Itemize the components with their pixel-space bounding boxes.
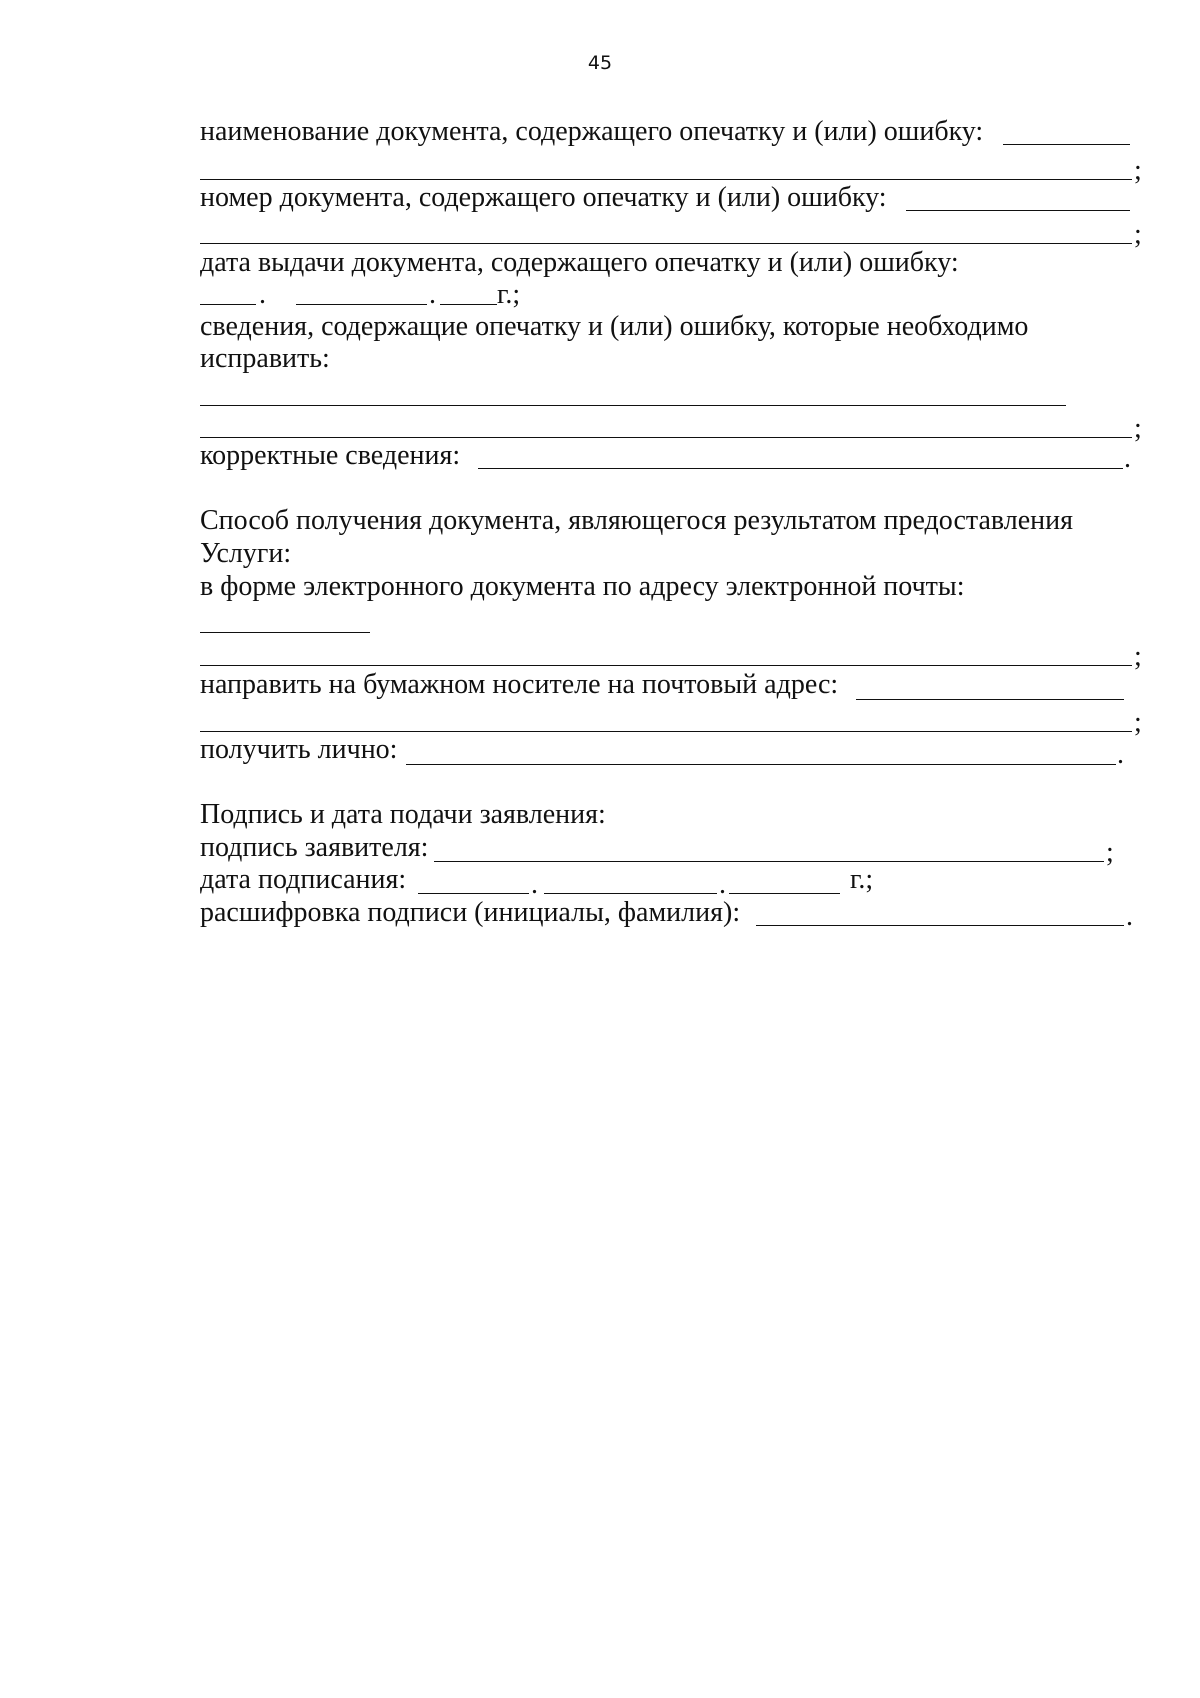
year-suffix: г.;	[497, 279, 521, 310]
doc-name-label: наименование документа, содержащего опечатку и (или) ошибку:	[200, 116, 984, 147]
post-option-label: направить на бумажном носителе на почтовый адрес:	[200, 669, 839, 700]
issue-day-blank[interactable]	[200, 304, 256, 305]
signature-blank[interactable]	[434, 861, 1104, 862]
email-blank[interactable]	[200, 632, 370, 633]
correct-info-label: корректные сведения:	[200, 440, 461, 471]
semicolon: ;	[1134, 413, 1142, 444]
doc-number-blank[interactable]	[906, 210, 1130, 211]
delivery-heading: Способ получения документа, являющегося результатом предоставления	[200, 505, 1074, 536]
incorrect-info-label: сведения, содержащие опечатку и (или) ошибку, которые необходимо	[200, 311, 1029, 342]
issue-year-blank[interactable]	[440, 304, 497, 305]
semicolon: ;	[1134, 707, 1142, 738]
in-person-option-label: получить лично:	[200, 734, 398, 765]
date-separator: .	[719, 869, 726, 900]
delivery-heading-continued: Услуги:	[200, 538, 292, 569]
incorrect-info-label-continued: исправить:	[200, 343, 330, 374]
date-separator: .	[531, 869, 538, 900]
date-separator: .	[429, 279, 436, 310]
period: .	[1117, 739, 1124, 770]
issue-month-blank[interactable]	[296, 304, 427, 305]
period: .	[1126, 901, 1133, 932]
semicolon: ;	[1106, 837, 1114, 868]
signature-heading: Подпись и дата подачи заявления:	[200, 799, 606, 830]
signing-day-blank[interactable]	[418, 893, 529, 894]
signature-label: подпись заявителя:	[200, 832, 429, 863]
signature-transcript-label: расшифровка подписи (инициалы, фамилия):	[200, 897, 741, 928]
email-blank-continued[interactable]	[200, 665, 1132, 666]
doc-name-blank-continued[interactable]	[200, 179, 1132, 180]
signing-year-blank[interactable]	[729, 893, 840, 894]
doc-number-blank-continued[interactable]	[200, 243, 1132, 244]
doc-number-label: номер документа, содержащего опечатку и (или) ошибку:	[200, 182, 887, 213]
correct-info-blank[interactable]	[478, 468, 1123, 469]
period: .	[1124, 443, 1131, 474]
signing-date-label: дата подписания:	[200, 864, 407, 895]
semicolon: ;	[1134, 219, 1142, 250]
postal-address-blank-continued[interactable]	[200, 731, 1132, 732]
incorrect-info-blank[interactable]	[200, 405, 1066, 406]
in-person-blank[interactable]	[406, 764, 1116, 765]
signing-month-blank[interactable]	[544, 893, 717, 894]
postal-address-blank[interactable]	[856, 699, 1124, 700]
issue-date-label: дата выдачи документа, содержащего опечатку и (или) ошибку:	[200, 247, 959, 278]
email-option-label: в форме электронного документа по адресу электронной почты:	[200, 571, 965, 602]
semicolon: ;	[1134, 641, 1142, 672]
page-number: 45	[587, 52, 613, 74]
semicolon: ;	[1134, 155, 1142, 186]
doc-name-blank[interactable]	[1003, 144, 1130, 145]
signature-transcript-blank[interactable]	[756, 925, 1124, 926]
year-suffix: г.;	[850, 864, 874, 895]
date-separator: .	[259, 279, 266, 310]
incorrect-info-blank-continued[interactable]	[200, 437, 1132, 438]
